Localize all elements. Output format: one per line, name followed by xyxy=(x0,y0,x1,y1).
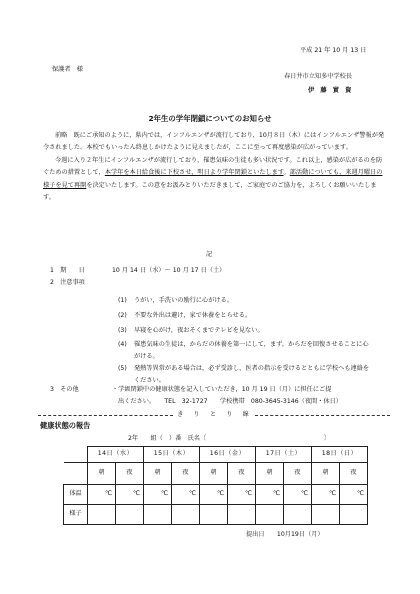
club-notice: 部活動についても，来週月曜日の様子を見て再開 xyxy=(43,169,383,189)
morning-header: 朝 xyxy=(200,463,228,485)
night-header: 夜 xyxy=(228,463,256,485)
temperature-cell[interactable]: ℃ xyxy=(116,485,144,505)
morning-header: 朝 xyxy=(312,463,340,485)
condition-cell[interactable] xyxy=(312,505,340,525)
note-text: 発熱等異常がある場合は，必ず受診し，医者の指示を受けるとともに学校へも連絡をください。 xyxy=(134,365,370,384)
table-corner xyxy=(64,447,88,463)
day-header: 15日（木） xyxy=(144,447,200,463)
document-title: 2年生の学年閉鎖についてのお知らせ xyxy=(148,114,272,123)
temperature-cell[interactable]: ℃ xyxy=(88,485,116,505)
document-date: 平成 21 年 10 月 13 日 xyxy=(300,47,367,54)
condition-cell[interactable] xyxy=(88,505,116,525)
temperature-cell[interactable]: ℃ xyxy=(172,485,200,505)
morning-header: 朝 xyxy=(256,463,284,485)
day-header: 17日（土） xyxy=(256,447,312,463)
table-row xyxy=(64,463,368,485)
night-header: 夜 xyxy=(116,463,144,485)
night-header: 夜 xyxy=(284,463,312,485)
paragraph-2-b: 。 xyxy=(283,169,290,177)
condition-cell[interactable] xyxy=(340,505,368,525)
paragraph-2 xyxy=(43,155,385,205)
table-row xyxy=(64,447,368,463)
day-header: 14日（水） xyxy=(88,447,144,463)
note-text: うがい，手洗いの励行に心がける。 xyxy=(134,297,233,304)
health-report-table xyxy=(63,446,368,525)
form-class-line: 2年 組（ ）番 氏名〔 〕 xyxy=(128,435,330,442)
sender-name: 伊 藤 實 資 xyxy=(308,87,352,94)
recipient: 保護者 様 xyxy=(52,66,83,73)
temperature-cell[interactable]: ℃ xyxy=(340,485,368,505)
temperature-cell[interactable]: ℃ xyxy=(200,485,228,505)
condition-cell[interactable] xyxy=(200,505,228,525)
note-text: 不要な外出は避け，家で休養をとらせる。 xyxy=(134,312,252,319)
ki-heading: 記 xyxy=(206,251,213,258)
night-header: 夜 xyxy=(172,463,200,485)
note-num: (4) xyxy=(118,341,127,348)
temperature-cell[interactable]: ℃ xyxy=(312,485,340,505)
table-row xyxy=(64,485,368,505)
condition-cell[interactable] xyxy=(256,505,284,525)
condition-cell[interactable] xyxy=(116,505,144,525)
period-label: 1 期 日 xyxy=(50,267,85,274)
note-num: (5) xyxy=(118,365,127,372)
condition-cell[interactable] xyxy=(172,505,200,525)
temperature-cell[interactable]: ℃ xyxy=(256,485,284,505)
submission-date: 提出日 10月19日（月） xyxy=(246,531,324,538)
temperature-cell[interactable]: ℃ xyxy=(144,485,172,505)
cut-label: き り と り 線 xyxy=(177,411,251,418)
paragraph-2-c: を決定いたします。この意をお汲みとりいただきまして，ご家庭でのご協力を，よろしくお願いいたします。 xyxy=(43,181,377,202)
cut-line xyxy=(38,412,390,418)
condition-label: 様子 xyxy=(64,505,88,525)
note-num: (2) xyxy=(118,312,127,319)
morning-header: 朝 xyxy=(88,463,116,485)
paragraph-1: 前略 既にご承知のように，県内では，インフルエンザが流行しており，10月８日（木）にはインフルエンザ警報が発令されました。本校でもいったん終息しかけたように見えましたが，ここに至って再度感染が広がっています。 xyxy=(43,132,385,152)
morning-header: 朝 xyxy=(144,463,172,485)
temperature-cell[interactable]: ℃ xyxy=(228,485,256,505)
cut-dash-left xyxy=(38,415,173,416)
other-line-1: ・学級閉鎖中の健康状態を記入していただき，10 月 19 日（月）に担任にご提 xyxy=(112,386,332,393)
paragraph-2-a: 今週に入り２年生にインフルエンザが流行しており，罹患気味の生徒も多い状況です。これ以上，感染が広がるのを防ぐための措置として， xyxy=(43,156,383,177)
other-label: 3 その他 xyxy=(50,386,79,393)
sender-school: 春日井市立知多中学校長 xyxy=(284,73,353,80)
body-text xyxy=(43,130,385,204)
condition-cell[interactable] xyxy=(228,505,256,525)
cut-dash-right xyxy=(255,415,390,416)
closure-notice: 本学年を本日給食後に下校させ，明日より学年閉鎖といたします xyxy=(104,169,284,177)
day-header: 16日（金） xyxy=(200,447,256,463)
table-corner xyxy=(64,463,88,485)
note-text: 早寝を心がけ，夜おそくまでテレビを見ない。 xyxy=(134,327,264,334)
temperature-cell[interactable]: ℃ xyxy=(284,485,312,505)
condition-cell[interactable] xyxy=(284,505,312,525)
day-header: 18日（日） xyxy=(312,447,368,463)
form-heading: 健康状態の報告 xyxy=(40,421,91,430)
condition-cell[interactable] xyxy=(144,505,172,525)
notes-label: 2 注意事項 xyxy=(50,279,85,286)
note-text: 罹患気味の生徒は，からだの休養を第一にして，まず，からだを回復させることに心がける。 xyxy=(134,341,369,360)
night-header: 夜 xyxy=(340,463,368,485)
other-line-2: 出ください。 TEL 32-1727 学校携帯 080-3645-3146（夜間・休日） xyxy=(118,398,342,405)
note-num: (3) xyxy=(118,327,127,334)
temperature-label: 体温 xyxy=(64,485,88,505)
period-value: 10 月 14 日（水）～ 10 月 17 日（土） xyxy=(112,267,226,274)
table-row xyxy=(64,505,368,525)
note-num: (1) xyxy=(118,297,127,304)
